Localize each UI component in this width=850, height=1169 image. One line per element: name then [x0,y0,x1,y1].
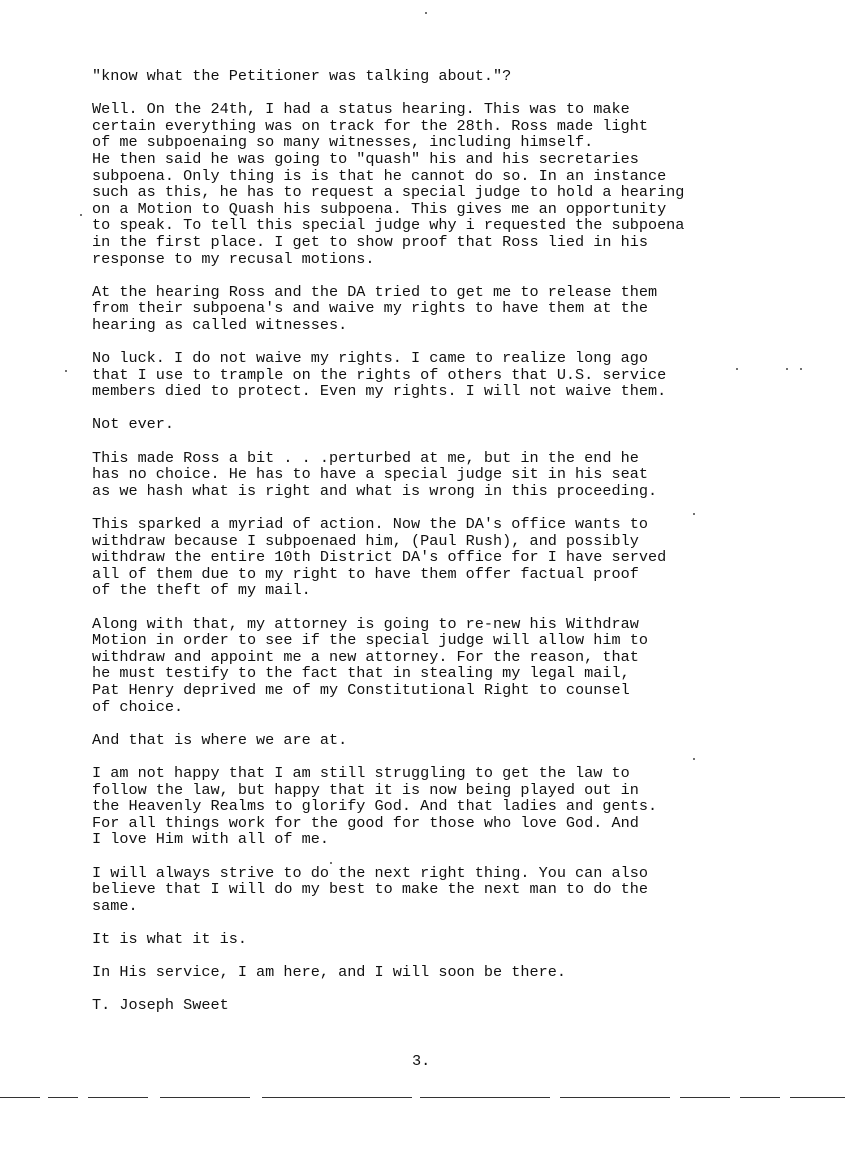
paragraph [92,101,832,267]
scan-speck [330,862,332,864]
paragraph [92,865,832,915]
paragraph [92,931,832,948]
scan-speck [65,370,67,372]
text-line: T. Joseph Sweet [92,996,229,1015]
text-line: This sparked a myriad of action. Now the DA's office wants to [92,515,648,534]
text-line: At the hearing Ross and the DA tried to get me to release them [92,282,658,301]
text-line: that I use to trample on the rights of others that U.S. service [92,365,667,384]
scan-speck [425,12,427,14]
text-line: hearing as called witnesses. [92,315,348,334]
text-line: I am not happy that I am still struggling to get the law to [92,763,630,782]
text-line: of me subpoenaing so many witnesses, including himself. [92,133,594,152]
text-line: subpoena. Only thing is is that he cannot do so. In an instance [92,166,667,185]
text-line: believe that I will do my best to make the next man to do the [92,880,648,899]
paragraph [92,765,832,848]
text-line: Motion in order to see if the special judge will allow him to [92,631,648,650]
text-line: Well. On the 24th, I had a status hearing. This was to make [92,100,630,119]
scan-line-artifact [88,1097,148,1098]
scan-speck [800,368,802,370]
text-line: Not ever. [92,415,175,434]
text-line: same. [92,896,138,915]
text-line: from their subpoena's and waive my rights to have them at the [92,299,648,318]
scan-line-artifact [560,1097,670,1098]
paragraph [92,964,832,981]
text-line: certain everything was on track for the 28th. Ross made light [92,116,648,135]
text-line: as we hash what is right and what is wrong in this proceeding. [92,481,658,500]
paragraph [92,616,832,716]
scan-speck [693,513,695,515]
letter-body [92,68,832,1030]
text-line: has no choice. He has to have a special judge sit in his seat [92,465,648,484]
text-line: withdraw because I subpoenaed him, (Paul Rush), and possibly [92,531,639,550]
text-line: follow the law, but happy that it is now being played out in [92,780,639,799]
scan-line-artifact [262,1097,412,1098]
paragraph [92,450,832,500]
text-line: all of them due to my right to have them offer factual proof [92,564,639,583]
paragraph [92,516,832,599]
scan-line-artifact [680,1097,730,1098]
text-line: This made Ross a bit . . .perturbed at me, but in the end he [92,448,639,467]
text-line: He then said he was going to "quash" his and his secretaries [92,149,639,168]
scan-speck [80,214,82,216]
text-line: No luck. I do not waive my rights. I came to realize long ago [92,349,648,368]
text-line: of the theft of my mail. [92,581,311,600]
scan-line-artifact [160,1097,250,1098]
scan-speck [786,368,788,370]
paragraph [92,997,832,1014]
text-line: And that is where we are at. [92,730,348,749]
scan-line-artifact [790,1097,845,1098]
paragraph [92,68,832,85]
text-line: he must testify to the fact that in stealing my legal mail, [92,664,630,683]
scan-line-artifact [48,1097,78,1098]
text-line: of choice. [92,697,184,716]
text-line: Along with that, my attorney is going to re-new his Withdraw [92,614,639,633]
paragraph [92,350,832,400]
text-line: on a Motion to Quash his subpoena. This gives me an opportunity [92,199,667,218]
text-line: in the first place. I get to show proof that Ross lied in his [92,232,648,251]
text-line: For all things work for the good for those who love God. And [92,813,639,832]
text-line: withdraw and appoint me a new attorney. For the reason, that [92,647,639,666]
paragraph [92,416,832,433]
text-line: members died to protect. Even my rights. I will not waive them. [92,382,667,401]
text-line: withdraw the entire 10th District DA's office for I have served [92,548,667,567]
text-line: such as this, he has to request a special judge to hold a hearing [92,183,685,202]
scan-line-artifact [420,1097,550,1098]
text-line: I will always strive to do the next right thing. You can also [92,863,648,882]
paragraph [92,284,832,334]
page-number: 3. [412,1052,431,1070]
scan-line-artifact [0,1097,40,1098]
text-line: to speak. To tell this special judge why i requested the subpoena [92,216,685,235]
text-line: In His service, I am here, and I will soon be there. [92,963,566,982]
text-line: Pat Henry deprived me of my Constitutional Right to counsel [92,680,630,699]
scan-speck [693,758,695,760]
paragraph [92,732,832,749]
text-line: "know what the Petitioner was talking about."? [92,67,512,85]
scan-line-artifact [740,1097,780,1098]
text-line: It is what it is. [92,929,247,948]
scan-speck [736,368,738,370]
text-line: I love Him with all of me. [92,830,329,849]
text-line: response to my recusal motions. [92,249,375,268]
text-line: the Heavenly Realms to glorify God. And that ladies and gents. [92,797,658,816]
